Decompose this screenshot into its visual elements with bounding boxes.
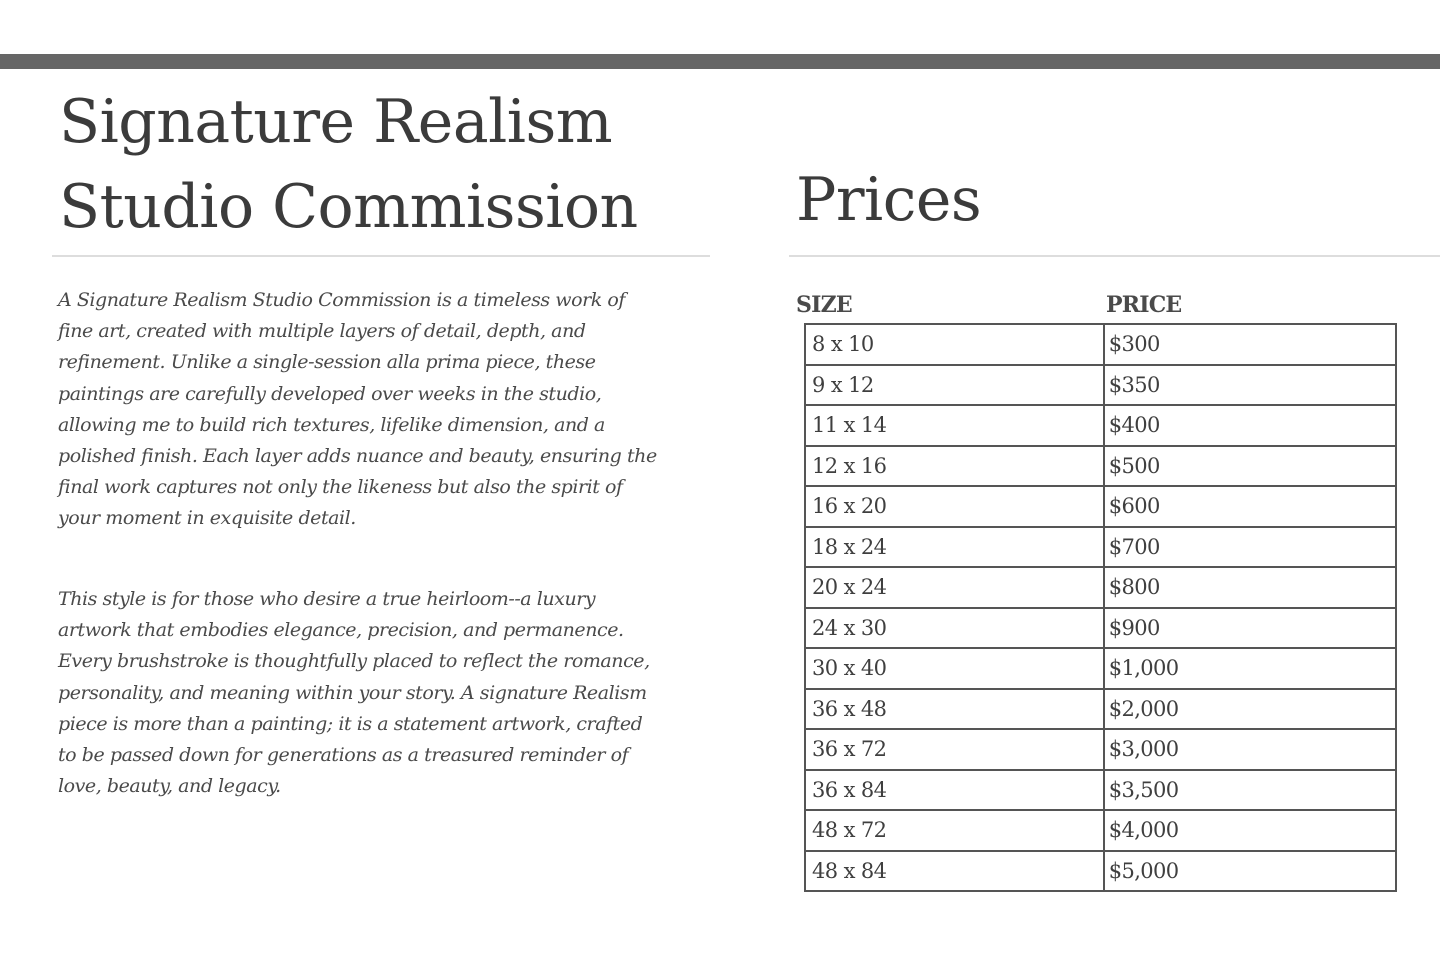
description-paragraph-1 xyxy=(58,285,708,535)
table-row xyxy=(805,486,1396,527)
price-table-body xyxy=(805,324,1396,891)
table-row xyxy=(805,567,1396,608)
description-line: polished finish. Each layer adds nuance and beauty, ensuring the xyxy=(58,445,657,468)
price-column-header: PRICE xyxy=(1106,292,1182,318)
description-line: allowing me to build rich textures, lifelike dimension, and a xyxy=(58,413,605,436)
table-row xyxy=(805,608,1396,649)
prices-title: Prices xyxy=(796,165,982,235)
commission-title-line-1: Signature Realism xyxy=(59,87,613,157)
price-table xyxy=(804,323,1397,892)
right-divider xyxy=(789,255,1440,257)
price-cell: $400 xyxy=(1104,405,1396,446)
description-line: fine art, created with multiple layers of detail, depth, and xyxy=(58,320,586,343)
price-cell: $1,000 xyxy=(1104,648,1396,689)
table-row xyxy=(805,527,1396,568)
description-line: artwork that embodies elegance, precision, and permanence. xyxy=(58,619,624,642)
price-cell: $3,000 xyxy=(1104,729,1396,770)
price-cell: $800 xyxy=(1104,567,1396,608)
size-cell: 18 x 24 xyxy=(805,527,1104,568)
description-line: This style is for those who desire a true heirloom--a luxury xyxy=(58,588,596,610)
size-cell: 24 x 30 xyxy=(805,608,1104,649)
size-cell: 16 x 20 xyxy=(805,486,1104,527)
price-cell: $700 xyxy=(1104,527,1396,568)
top-bar xyxy=(0,54,1440,69)
size-column-header: SIZE xyxy=(796,292,852,318)
table-row xyxy=(805,446,1396,487)
table-row xyxy=(805,648,1396,689)
price-cell: $900 xyxy=(1104,608,1396,649)
price-cell: $5,000 xyxy=(1104,851,1396,892)
description-line: refinement. Unlike a single-session alla prima piece, these xyxy=(58,351,596,374)
size-cell: 12 x 16 xyxy=(805,446,1104,487)
size-cell: 30 x 40 xyxy=(805,648,1104,689)
table-row xyxy=(805,405,1396,446)
size-cell: 11 x 14 xyxy=(805,405,1104,446)
table-row xyxy=(805,324,1396,365)
description-line: personality, and meaning within your story. A signature Realism xyxy=(58,681,647,704)
price-cell: $300 xyxy=(1104,324,1396,365)
size-cell: 36 x 72 xyxy=(805,729,1104,770)
size-cell: 48 x 72 xyxy=(805,810,1104,851)
table-row xyxy=(805,810,1396,851)
description-line: love, beauty, and legacy. xyxy=(58,775,281,798)
table-row xyxy=(805,689,1396,730)
description-line: paintings are carefully developed over weeks in the studio, xyxy=(58,382,602,405)
description-line: piece is more than a painting; it is a statement artwork, crafted xyxy=(58,712,643,735)
left-divider xyxy=(52,255,710,257)
description-line: Every brushstroke is thoughtfully placed to reflect the romance, xyxy=(58,650,650,673)
table-row xyxy=(805,851,1396,892)
table-row xyxy=(805,729,1396,770)
table-row xyxy=(805,770,1396,811)
price-cell: $4,000 xyxy=(1104,810,1396,851)
price-cell: $350 xyxy=(1104,365,1396,406)
description-paragraph-2 xyxy=(58,584,708,802)
description-line: to be passed down for generations as a treasured reminder of xyxy=(58,744,629,767)
price-cell: $500 xyxy=(1104,446,1396,487)
price-cell: $2,000 xyxy=(1104,689,1396,730)
size-cell: 9 x 12 xyxy=(805,365,1104,406)
size-cell: 36 x 48 xyxy=(805,689,1104,730)
size-cell: 36 x 84 xyxy=(805,770,1104,811)
commission-title xyxy=(59,80,638,250)
price-cell: $3,500 xyxy=(1104,770,1396,811)
description-line: final work captures not only the likeness but also the spirit of xyxy=(58,476,623,499)
description-line: A Signature Realism Studio Commission is a timeless work of xyxy=(58,289,625,311)
size-cell: 20 x 24 xyxy=(805,567,1104,608)
commission-title-line-2: Studio Commission xyxy=(59,172,638,242)
size-cell: 8 x 10 xyxy=(805,324,1104,365)
price-cell: $600 xyxy=(1104,486,1396,527)
table-row xyxy=(805,365,1396,406)
size-cell: 48 x 84 xyxy=(805,851,1104,892)
description-line: your moment in exquisite detail. xyxy=(58,507,356,530)
